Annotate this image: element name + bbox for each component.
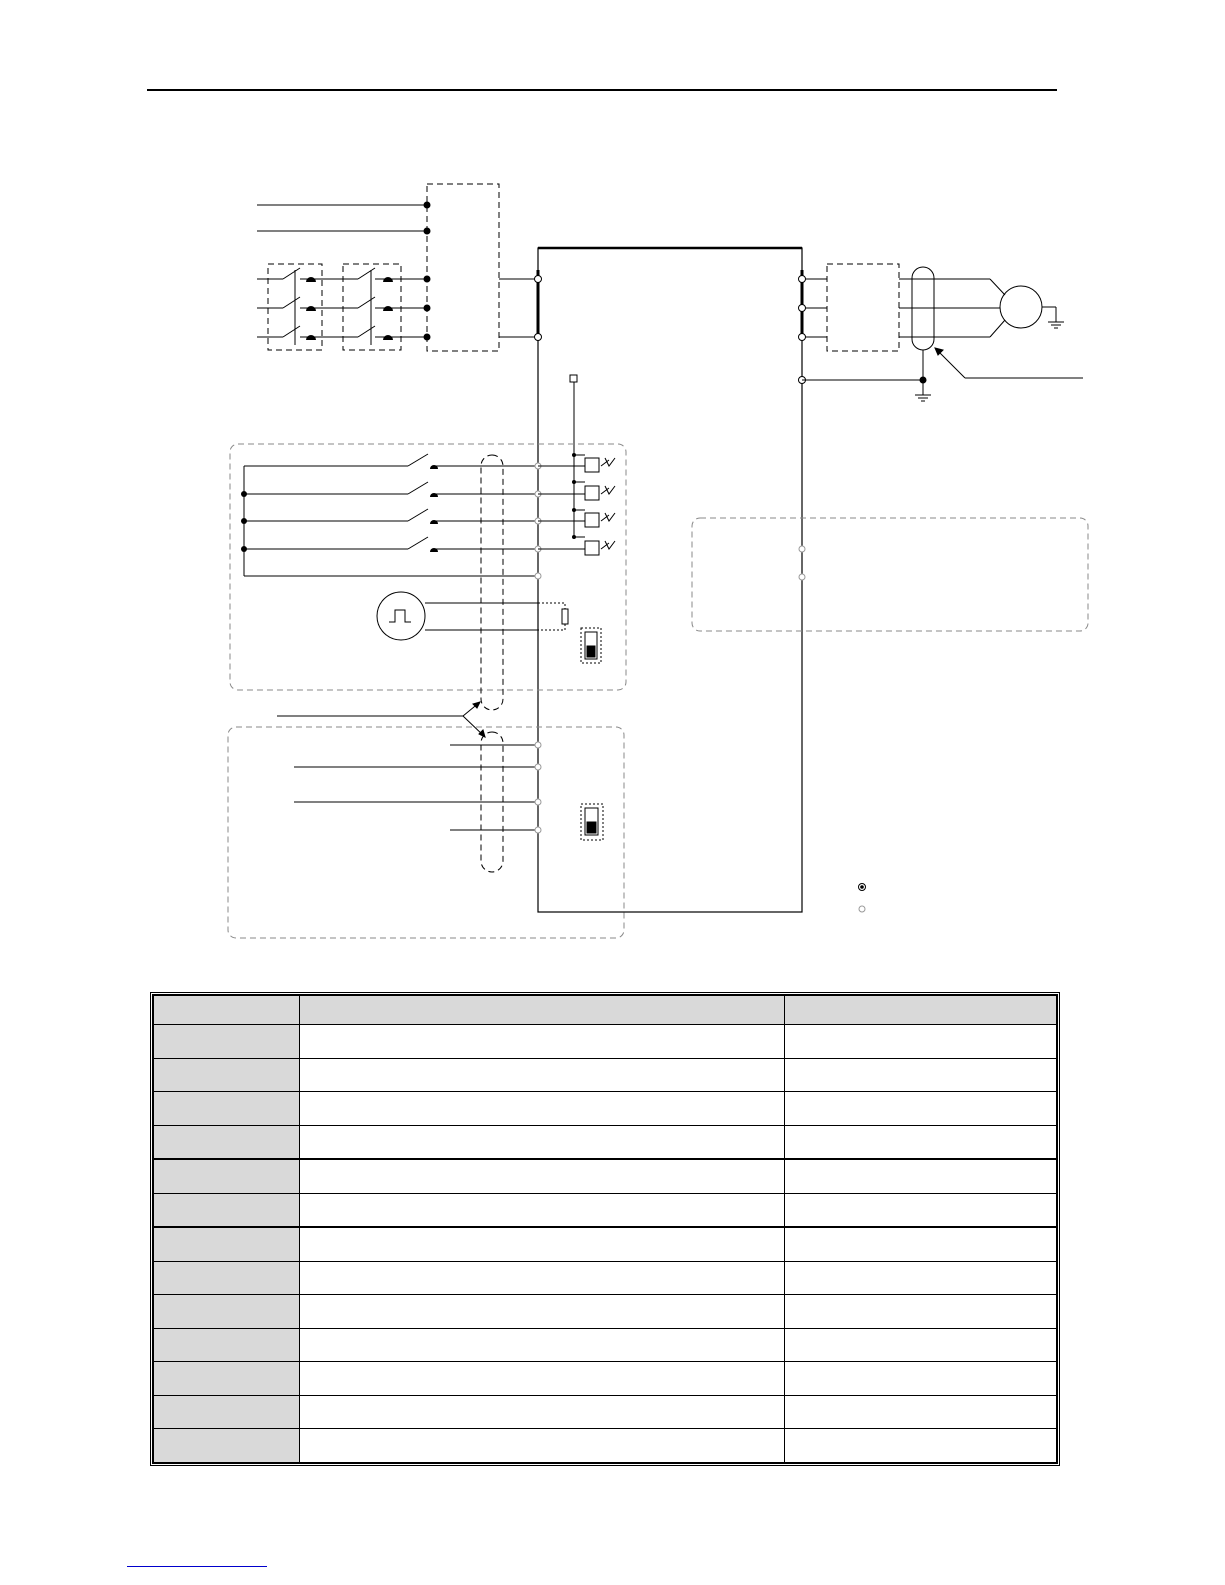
pulse-generator-icon [377,592,425,640]
control-terminal-legend-icon [859,906,865,912]
table-cell [300,1328,785,1362]
table-cell [785,1025,1057,1059]
table-cell [785,1362,1057,1396]
table-cell [154,1125,300,1159]
table-cell [154,1058,300,1092]
table-cell [785,996,1057,1025]
table-row [154,1193,1057,1227]
output-terminal-box [692,518,1088,631]
table-row [154,1429,1057,1463]
terminal-dot [424,228,430,234]
table-row [154,1362,1057,1396]
common-terminal [570,375,577,382]
input-filter-box [427,184,499,351]
motor-icon [1000,286,1042,328]
main-terminal-icon [535,334,542,341]
table-cell [154,1395,300,1429]
dip-switch-icon [581,804,603,840]
table-cell [300,1362,785,1396]
table-cell [300,1193,785,1227]
output-filter-box [827,264,899,351]
table-cell [154,1025,300,1059]
table-cell [300,1092,785,1126]
table-cell [154,1261,300,1295]
footer-link[interactable] [127,1552,267,1567]
table-cell [154,1193,300,1227]
table-cell [154,1092,300,1126]
table-cell [154,1295,300,1329]
table-cell [785,1125,1057,1159]
table-cell [154,1362,300,1396]
optocouplers [538,458,615,555]
terminal-dot [424,202,430,208]
table-cell [785,1193,1057,1227]
terminal-dot [424,276,430,282]
table-row [154,1092,1057,1126]
termination-resistor [538,603,565,630]
terminal-table [150,992,1060,1466]
table-row [154,1058,1057,1092]
table-cell [785,1328,1057,1362]
table-cell [300,1227,785,1261]
table-cell [300,1429,785,1463]
table-row [154,1125,1057,1159]
table-cell [785,1092,1057,1126]
analog-input-box [228,727,624,938]
main-terminal-icon [535,276,542,283]
table-cell [300,1295,785,1329]
table-cell [785,1261,1057,1295]
table-row [154,1328,1057,1362]
table-cell [300,1058,785,1092]
terminal-dot [424,334,430,340]
digital-input-box [230,444,626,690]
main-terminal-icon [799,334,806,341]
table-cell [300,1025,785,1059]
table-cell [300,996,785,1025]
shielded-cable [481,455,503,710]
table-row [154,1227,1057,1261]
table-cell [300,1159,785,1193]
table-cell [154,1429,300,1463]
table-cell [300,1261,785,1295]
main-terminal-icon [799,305,806,312]
main-terminal-icon [799,276,806,283]
digital-input-switches [244,454,538,576]
table-row [154,1025,1057,1059]
table-cell [785,1429,1057,1463]
table-cell [154,1227,300,1261]
table-row [154,1261,1057,1295]
table-cell [154,1328,300,1362]
table-cell [785,1058,1057,1092]
table-cell [300,1125,785,1159]
table-header-row [154,996,1057,1025]
table-cell [785,1227,1057,1261]
table-cell [785,1159,1057,1193]
table-cell [154,1159,300,1193]
table-row [154,1395,1057,1429]
table-row [154,1159,1057,1193]
table-cell [785,1395,1057,1429]
table-row [154,1295,1057,1329]
table-cell [785,1295,1057,1329]
dip-switch-icon [581,628,601,663]
terminal-dot [424,305,430,311]
table-cell [154,996,300,1025]
inverter-body [538,248,802,912]
table-cell [300,1395,785,1429]
